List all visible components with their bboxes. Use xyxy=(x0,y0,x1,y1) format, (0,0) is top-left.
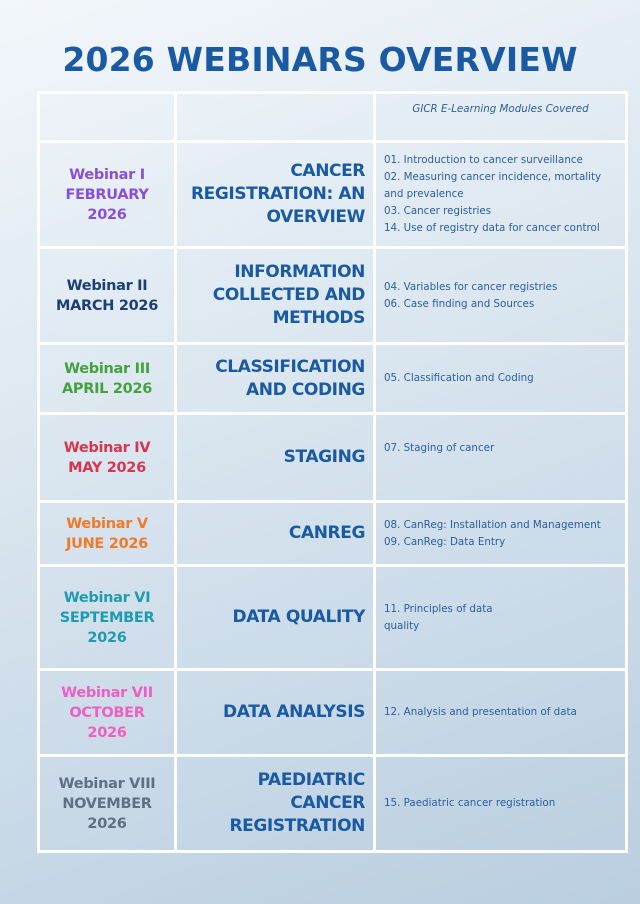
webinar-label xyxy=(39,756,176,852)
webinar-row xyxy=(39,566,627,670)
webinar-date: NOVEMBER xyxy=(62,795,152,812)
page-title: 2026 WEBINARS OVERVIEW xyxy=(62,40,578,79)
webinar-modules xyxy=(375,142,627,248)
topic-line: STAGING xyxy=(283,447,365,467)
webinar-label xyxy=(39,414,176,502)
webinar-date: 2026 xyxy=(87,206,127,223)
webinar-name: Webinar VIII xyxy=(58,775,156,792)
webinar-row xyxy=(39,670,627,756)
webinar-row xyxy=(39,142,627,248)
module-item: 06. Case finding and Sources xyxy=(384,297,535,310)
topic-line: AND CODING xyxy=(246,379,365,400)
webinar-date: 2026 xyxy=(87,815,127,832)
webinar-date: 2026 xyxy=(87,629,127,646)
topic-line: REGISTRATION: AN xyxy=(190,184,365,204)
webinar-date: FEBRUARY xyxy=(65,186,149,203)
webinar-label xyxy=(39,142,176,248)
webinar-name: Webinar III xyxy=(64,360,150,377)
webinar-modules xyxy=(375,414,627,502)
webinar-table xyxy=(37,91,628,853)
module-item: 02. Measuring cancer incidence, mortality xyxy=(384,171,602,183)
webinar-topic xyxy=(176,248,375,344)
topic-line: INFORMATION xyxy=(234,262,365,282)
webinar-row xyxy=(39,414,627,502)
header-row xyxy=(39,93,627,142)
webinar-topic xyxy=(176,670,375,756)
webinar-name: Webinar II xyxy=(66,277,148,294)
webinar-date: APRIL 2026 xyxy=(61,380,153,397)
webinar-date: JUNE 2026 xyxy=(66,535,148,552)
webinar-name: Webinar V xyxy=(66,515,148,532)
module-item: 12. Analysis and presentation of data xyxy=(384,706,577,718)
module-item: 11. Principles of data xyxy=(384,602,493,615)
module-item: 07. Staging of cancer xyxy=(384,441,495,454)
topic-line: REGISTRATION xyxy=(229,816,365,836)
topic-line: CLASSIFICATION xyxy=(215,356,365,377)
webinar-modules xyxy=(375,344,627,414)
topic-line: PAEDIATRIC xyxy=(257,770,365,790)
topic-line: COLLECTED AND xyxy=(212,285,365,305)
module-item: 04. Variables for cancer registries xyxy=(384,280,558,293)
module-item: 09. CanReg: Data Entry xyxy=(384,535,506,548)
header-cell-empty xyxy=(176,93,375,142)
webinar-row xyxy=(39,502,627,566)
topic-line: DATA QUALITY xyxy=(232,607,365,627)
topic-line: CANCER xyxy=(290,161,365,181)
webinar-label xyxy=(39,248,176,344)
webinar-label xyxy=(39,502,176,566)
module-item: 15. Paediatric cancer registration xyxy=(384,797,556,809)
webinar-topic xyxy=(176,502,375,566)
webinar-topic xyxy=(176,414,375,502)
module-item: 08. CanReg: Installation and Management xyxy=(384,518,601,531)
webinar-name: Webinar VI xyxy=(63,589,151,606)
modules-heading: GICR E-Learning Modules Covered xyxy=(375,93,627,142)
webinar-modules xyxy=(375,502,627,566)
topic-line: METHODS xyxy=(272,308,365,328)
webinar-date: 2026 xyxy=(87,724,127,741)
webinar-topic xyxy=(176,566,375,670)
webinar-topic xyxy=(176,344,375,414)
webinar-row xyxy=(39,344,627,414)
module-item: 05. Classification and Coding xyxy=(384,372,534,384)
webinar-date: MARCH 2026 xyxy=(56,297,158,314)
topic-line: CANCER xyxy=(290,793,365,813)
webinar-name: Webinar VII xyxy=(61,684,153,701)
webinar-date: MAY 2026 xyxy=(68,459,146,476)
webinar-label xyxy=(39,344,176,414)
topic-line: OVERVIEW xyxy=(266,207,365,227)
webinar-date: OCTOBER xyxy=(69,704,145,721)
webinar-label xyxy=(39,670,176,756)
module-item: quality xyxy=(384,619,420,632)
webinar-row xyxy=(39,248,627,344)
topic-line: CANREG xyxy=(288,523,365,543)
module-item: and prevalence xyxy=(384,188,464,200)
header-cell-empty xyxy=(39,93,176,142)
webinar-topic xyxy=(176,756,375,852)
module-item: 14. Use of registry data for cancer control xyxy=(384,222,600,234)
webinar-row xyxy=(39,756,627,852)
topic-line: DATA ANALYSIS xyxy=(223,702,365,722)
webinar-modules xyxy=(375,670,627,756)
webinar-label xyxy=(39,566,176,670)
webinar-modules xyxy=(375,756,627,852)
webinar-name: Webinar IV xyxy=(63,439,151,456)
webinar-topic xyxy=(176,142,375,248)
webinar-modules xyxy=(375,248,627,344)
module-item: 01. Introduction to cancer surveillance xyxy=(384,154,583,166)
webinar-date: SEPTEMBER xyxy=(59,609,155,626)
webinar-modules xyxy=(375,566,627,670)
module-item: 03. Cancer registries xyxy=(384,205,492,217)
webinar-name: Webinar I xyxy=(69,166,145,183)
